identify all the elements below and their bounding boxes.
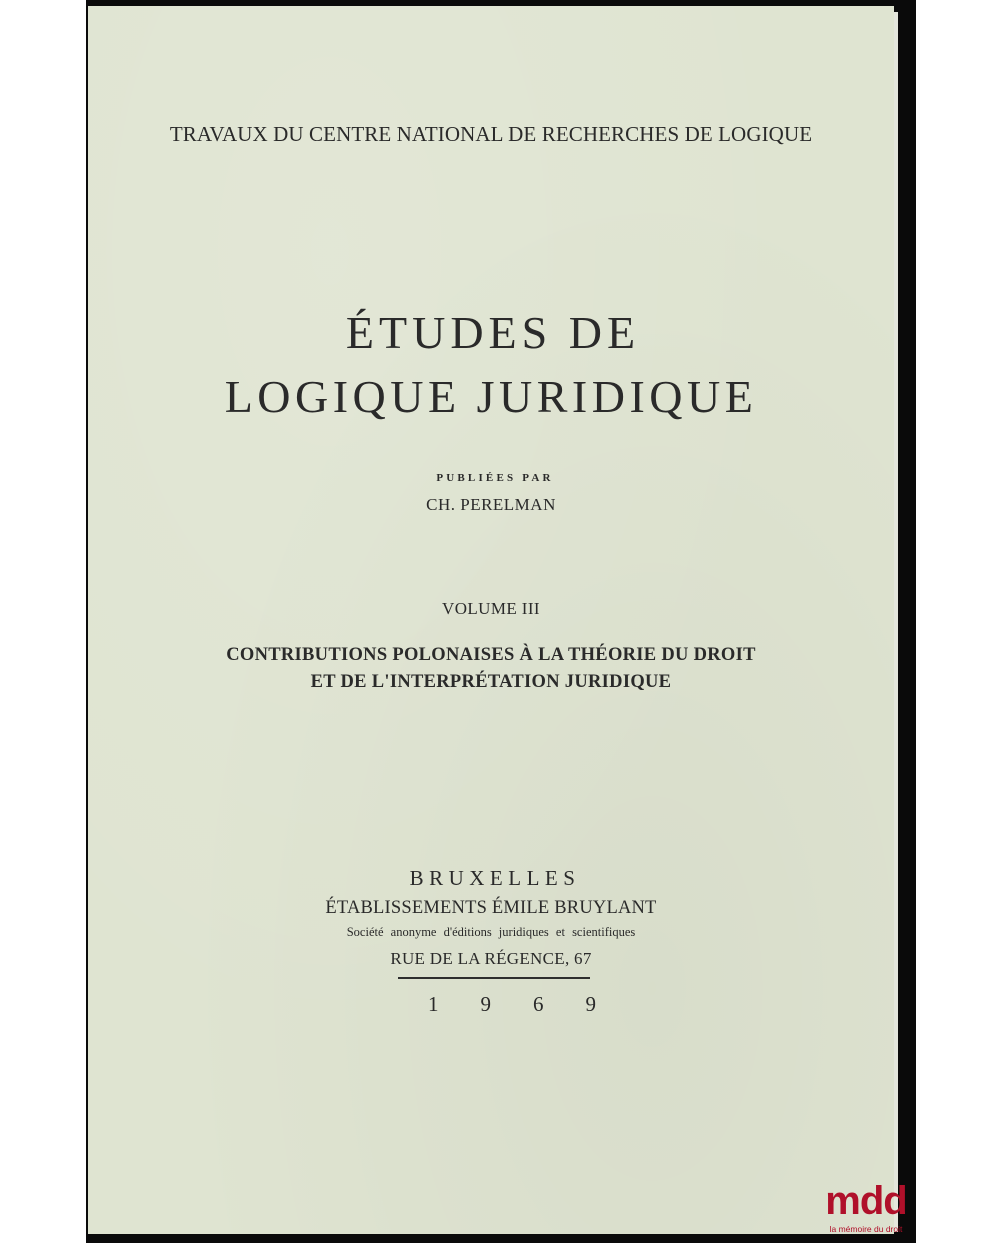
subtitle-line-2: ET DE L'INTERPRÉTATION JURIDIQUE (310, 672, 672, 692)
publication-year: 1969 (428, 992, 638, 1016)
published-by-label: PUBLIÉES PAR (436, 472, 554, 484)
volume-label: VOLUME III (442, 599, 540, 618)
logo-mark-text: mdd (825, 1179, 907, 1223)
title-line-2: LOGIQUE JURIDIQUE (224, 371, 758, 422)
page-edge (894, 12, 898, 1232)
mdd-logo-icon (818, 1174, 914, 1224)
title-line-1: ÉTUDES DE (345, 307, 641, 358)
divider-rule (398, 977, 590, 979)
publisher-name: ÉTABLISSEMENTS ÉMILE BRUYLANT (325, 898, 657, 918)
subtitle-line-1: CONTRIBUTIONS POLONAISES À LA THÉORIE DU DROIT (226, 645, 756, 665)
publisher-description: Société anonyme d'éditions juridiques et scientifiques (346, 925, 636, 939)
publisher-city: BRUXELLES (409, 866, 581, 890)
mdd-logo (816, 1174, 916, 1240)
editor-name: CH. PERELMAN (426, 495, 556, 514)
publisher-address: RUE DE LA RÉGENCE, 67 (390, 949, 592, 968)
book-cover (88, 6, 894, 1234)
series-title: TRAVAUX DU CENTRE NATIONAL DE RECHERCHES DE LOGIQUE (169, 122, 813, 146)
logo-tagline: la mémoire du droit (829, 1224, 903, 1234)
